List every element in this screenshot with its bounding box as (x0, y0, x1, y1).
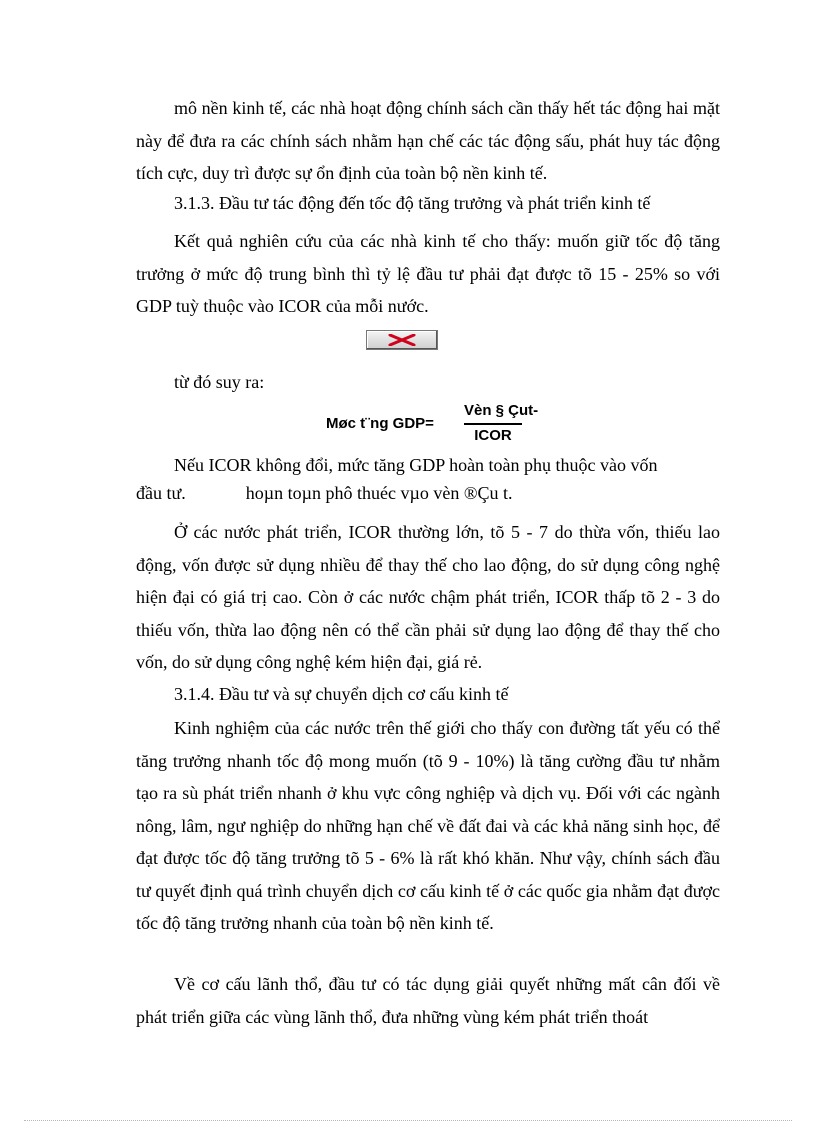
page-bottom-border (24, 1120, 792, 1121)
paragraph-intro: mô nền kinh tế, các nhà hoạt động chính sách cần thấy hết tác động hai mặt này để đưa ra các chính sách nhằm hạn chế các tác động sấu, phát huy tác động tích cực, duy trì được sự ổn định của toàn bộ nền kinh tế. (136, 98, 720, 183)
continuation-lead: đầu tư. (136, 483, 186, 503)
formula-lhs: Møc t¨ng GDP= (326, 415, 434, 432)
broken-image-placeholder[interactable] (366, 330, 438, 350)
paragraph-structural-shift: Kinh nghiệm của các nước trên thế giới cho thấy con đường tất yếu có thể tăng trưởng nhanh tốc độ mong muốn (tõ 9 - 10%) là tăng cường đầu tư nhằm tạo ra sù phát triển nhanh ở khu vực công nghiệp và dịch vụ. Đối với các ngành nông, lâm, ngư nghiệp do những hạn chế về đất đai và các khả năng sinh học, để đạt được tốc độ tăng trưởng tõ 5 - 6% là rất khó khăn. Như vậy, chính sách đầu tư quyết định quá trình chuyển dịch cơ cấu kinh tế ở các quốc gia nhằm đạt được tốc độ tăng trưởng nhanh của toàn bộ nền kinh tế. (136, 718, 720, 933)
formula-fraction-bar (464, 423, 522, 425)
paragraph-investment-rate: Kết quả nghiên cứu của các nhà kinh tế cho thấy: muốn giữ tốc độ tăng trưởng ở mức độ trung bình thì tỷ lệ đầu tư phải đạt được tõ 15 - 25% so với GDP tuỳ thuộc vào ICOR của mỗi nước. (136, 231, 720, 316)
formula-numerator: Vèn § Çut- (464, 402, 539, 419)
paragraph-icor-countries: Ở các nước phát triển, ICOR thường lớn, tõ 5 - 7 do thừa vốn, thiếu lao động, vốn được sử dụng nhiều để thay thế cho lao động, do sử dụng công nghệ hiện đại có giá trị cao. Còn ở các nước chậm phát triển, ICOR thấp tõ 2 - 3 do thiếu vốn, thừa lao động nên có thể cần phải sử dụng lao động để thay thế cho vốn, do sử dụng công nghệ kém hiện đại, giá rẻ. (136, 522, 720, 672)
formula-intro-text: từ đó suy ra: (174, 372, 265, 392)
paragraph-icor-constant: Nếu ICOR không đổi, mức tăng GDP hoàn toàn phụ thuộc vào vốn (174, 455, 658, 475)
paragraph-territorial-structure: Về cơ cấu lãnh thổ, đầu tư có tác dụng giải quyết những mất cân đối về phát triển giữa các vùng lãnh thổ, đưa những vùng kém phát triển thoát (136, 974, 720, 1027)
garbled-font-text: hoµn toµn phô thuéc vµo vèn ®Çu t. (245, 483, 513, 503)
section-heading-3-1-3: 3.1.3. Đầu tư tác động đến tốc độ tăng trưởng và phát triển kinh tế (174, 193, 651, 213)
section-heading-3-1-4: 3.1.4. Đầu tư và sự chuyển dịch cơ cấu kinh tế (174, 684, 509, 704)
garbled-continuation-line (136, 483, 513, 504)
red-x-icon (388, 334, 416, 346)
formula-denominator: ICOR (474, 427, 512, 444)
